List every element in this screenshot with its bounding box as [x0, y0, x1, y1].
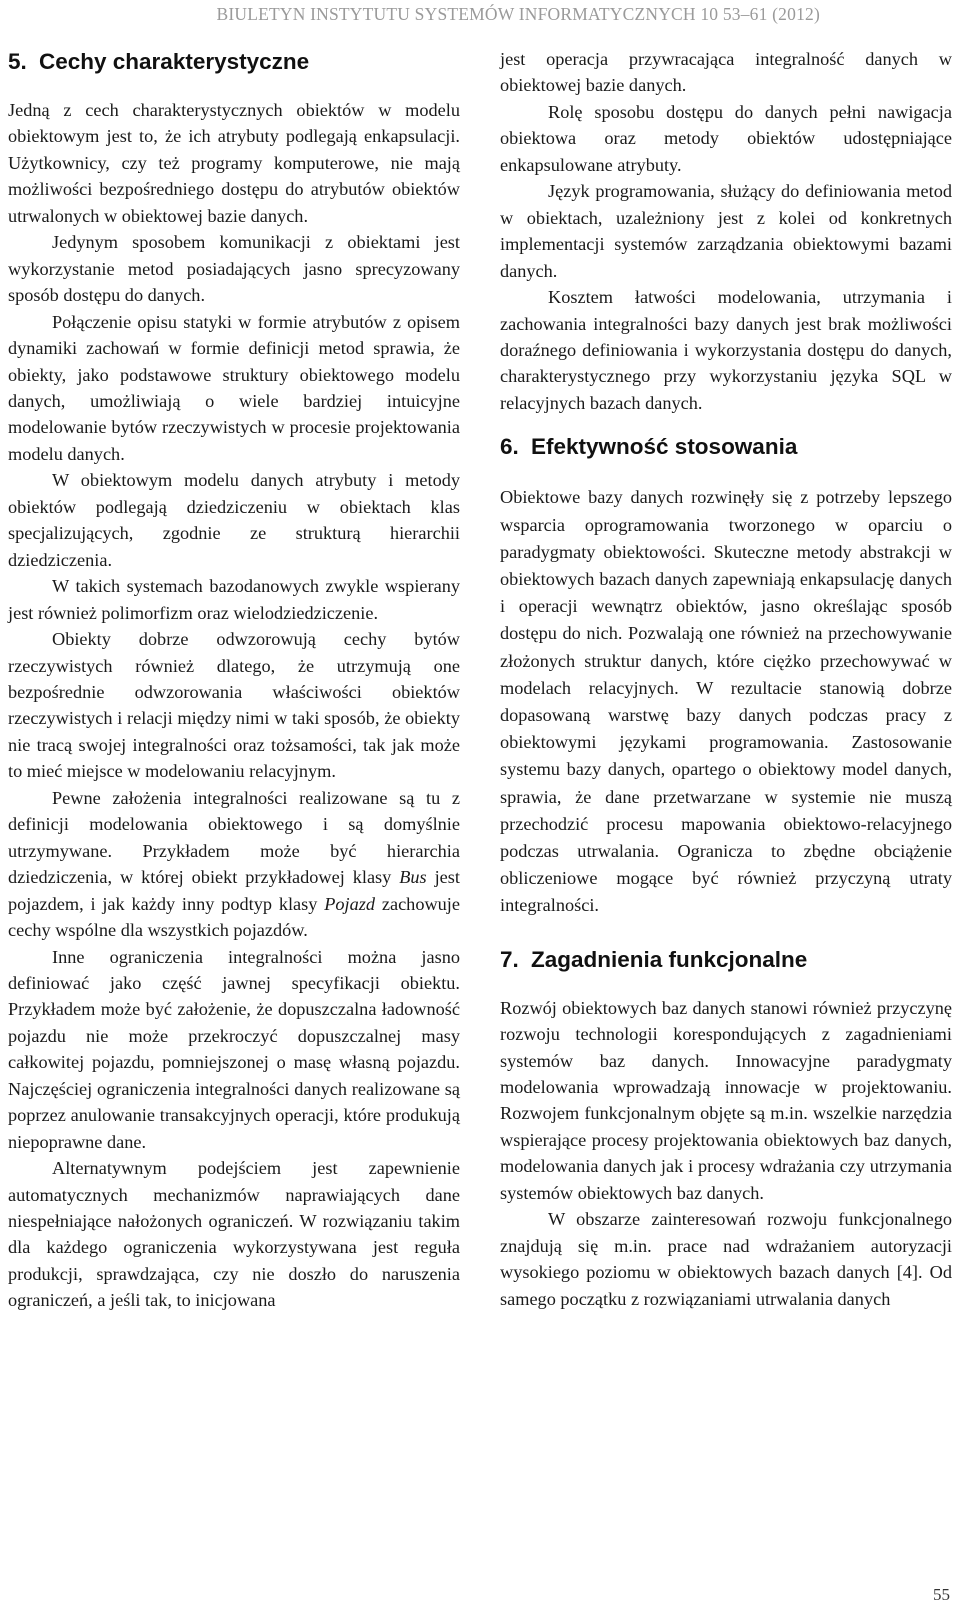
class-name: Bus — [399, 867, 427, 888]
journal-header: BIULETYN INSTYTUTU SYSTEMÓW INFORMATYCZNYCH 10 53–61 (2012) — [216, 4, 820, 24]
class-name: Pojazd — [324, 893, 376, 914]
paragraph — [8, 785, 460, 944]
text-run: jest pojazdem, i jak każdy inny podtyp klasy — [8, 867, 460, 914]
paragraph: Kosztem łatwości modelowania, utrzymania i zachowania integralności bazy danych jest brak możliwości doraźnego definiowania i wykorzystania dostępu do danych, charakterystycznego przy wykorzystaniu języka SQL w relacyjnych bazach danych. — [500, 287, 952, 413]
section-number: 6. — [500, 434, 519, 460]
section-title: Efektywność stosowania — [531, 434, 798, 460]
paragraph: Jedną z cech charakterystycznych obiektów w modelu obiektowym jest to, że ich atrybuty podlegają enkapsulacji. Użytkownicy, czy też programy komputerowe, nie mają możliwości bezpośredniego dostępu do atrybutów obiektów utrwalonych w obiektowej bazie danych. — [8, 100, 460, 226]
section-number: 5. — [8, 49, 27, 74]
paragraph: Połączenie opisu statyki w formie atrybutów z opisem dynamiki zachowań w formie definicji metod sprawia, że obiekty, jako podstawowe struktury obiektowego modelu danych, umożliwiają o wiele bardziej intuicyjne modelowanie bytów rzeczywistych w procesie projektowania modelu danych. — [8, 311, 460, 464]
paragraph: Obiektowe bazy danych rozwinęły się z potrzeby lepszego wsparcia oprogramowania tworzonego w oparciu o paradygmaty obiektowości. Skuteczne metody abstrakcji w obiektowych bazach danych zapewniają enkapsulację danych i operacji wewnątrz obiektów, jasno określając sposób dostępu do nich. Pozwalają one również na przechowywanie złożonych struktur danych, które ciężko przechowywać w modelach relacyjnych. W rezultacie stanowią dobrze dopasowaną warstwę bazy danych podczas pracy z obiektowymi językami programowania. Zastosowanie systemu bazy danych, opartego o obiektowy model danych, sprawia, że dane przetwarzane w systemie nie muszą przechodzić procesu mapowania obiektowo-relacyjnego podczas utrwalania. Ogranicza to zbędne obciążenie obliczeniowe mogące być również przyczyną utraty integralności. — [500, 487, 952, 916]
paragraph: Obiekty dobrze odwzorowują cechy bytów rzeczywistych również dlatego, że utrzymują one bezpośrednie odwzorowania właściwości obiektów rzeczywistych i relacji między nimi w taki sposób, że obiekty nie tracą swojej integralności oraz tożsamości, tak jak może to mieć miejsce w modelowaniu relacyjnym. — [8, 629, 460, 782]
page-number: 55 — [933, 1585, 950, 1604]
right-column — [500, 46, 952, 1312]
section-7-heading — [500, 944, 952, 976]
paragraph: Rolę sposobu dostępu do danych pełni nawigacja obiektowa oraz metody obiektów udostępniające enkapsulowane atrybuty. — [500, 101, 952, 175]
paragraph: W obiektowym modelu danych atrybuty i metody obiektów podlegają dziedziczeniu w obiektach klas specjalizujących, zgodnie ze strukturą hierarchii dziedziczenia. — [8, 470, 460, 570]
paragraph: Rozwój obiektowych baz danych stanowi również przyczynę rozwoju technologii korespondujących z zagadnieniami systemów baz danych. Innowacyjne paradygmaty modelowania wprowadzają innowacje w projektowaniu. Rozwojem funkcjonalnym objęte są m.in. wszelkie narzędzia wspierające procesy projektowania obiektowych baz danych, modelowania danych jak i procesy wdrażania czy utrzymania systemów obiektowych baz danych. — [500, 997, 952, 1203]
section-5-heading — [8, 46, 460, 78]
section-6-heading — [500, 431, 952, 463]
paragraph: jest operacja przywracająca integralność danych w obiektowej bazie danych. — [500, 49, 952, 96]
section-title: Zagadnienia funkcjonalne — [531, 946, 808, 972]
paragraph: Alternatywnym podejściem jest zapewnienie automatycznych mechanizmów naprawiających dane niespełniające nałożonych ograniczeń. W rozwiązaniu takim dla każdego ograniczenia wykorzystywana jest reguła produkcji, sprawdzająca, czy nie doszło do naruszenia ograniczeń, a jeśli tak, to inicjowana — [8, 1158, 460, 1311]
text-run: zachowuje cechy wspólne dla wszystkich pojazdów. — [8, 893, 460, 941]
section-number: 7. — [500, 946, 519, 972]
paragraph: Jedynym sposobem komunikacji z obiektami jest wykorzystanie metod posiadających jasno sprecyzowany sposób dostępu do danych. — [8, 232, 460, 306]
section-title: Cechy charakterystyczne — [39, 49, 310, 74]
paragraph: Inne ograniczenia integralności można jasno definiować jako część jawnej specyfikacji obiektu. Przykładem może być założenie, że dopuszczalna ładowność pojazdu nie może przekroczyć dopuszczalnej masy całkowitej pojazdu, pomniejszonej o masę własną pojazdu. Najczęściej ograniczenia integralności danych realizowane są poprzez anulowanie transakcyjnych operacji, które produkują niepoprawne dane. — [8, 946, 460, 1152]
left-column — [8, 46, 460, 1314]
paragraph: Język programowania, służący do definiowania metod w obiektach, uzależniony jest z kolei od konkretnych implementacji systemów zarządzania obiektowymi bazami danych. — [500, 181, 952, 281]
text-run: Pewne założenia integralności realizowane są tu z definicji modelowania obiektowego i są domyślnie utrzymywane. Przykładem może być hierarchia dziedziczenia, w której obiekt przykładowej klasy — [8, 787, 460, 888]
paragraph: W takich systemach bazodanowych zwykle wspierany jest również polimorfizm oraz wielodziedziczenie. — [8, 576, 460, 623]
paragraph: W obszarze zainteresowań rozwoju funkcjonalnego znajdują się m.in. prace nad wdrażaniem autoryzacji wysokiego poziomu w obiektowych bazach danych [4]. Od samego początku z rozwiązaniami utrwalania danych — [500, 1209, 952, 1309]
